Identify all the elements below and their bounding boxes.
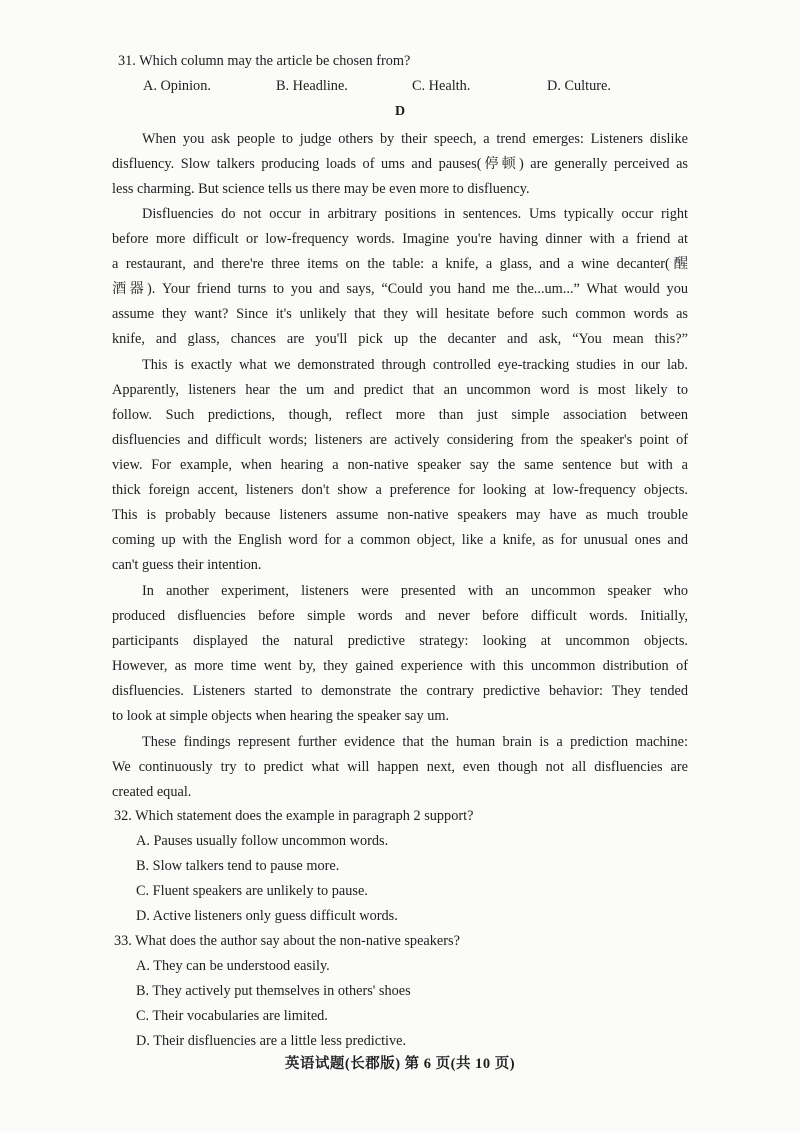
- article-paragraph-5: [112, 730, 688, 805]
- text-line: to look at simple objects when hearing the speaker say um.: [112, 708, 450, 724]
- text-line: We continuously try to predict what will happen next, even though not all disfluencies are: [112, 759, 688, 775]
- q32-option-a: A. Pauses usually follow uncommon words.: [136, 833, 389, 849]
- text-line: thick foreign accent, listeners don't show a preference for looking at low-frequency objects.: [112, 482, 688, 498]
- text-line: Apparently, listeners hear the um and predict that an uncommon word is most likely to: [112, 382, 688, 398]
- text-line: disfluencies and difficult words; listeners are actively considering from the speaker's point of: [112, 432, 688, 448]
- text-line: created equal.: [112, 784, 192, 800]
- text-line: produced disfluencies before simple words and never before difficult words. Initially,: [112, 608, 688, 624]
- text-line: view. For example, when hearing a non-native speaker say the same sentence but with a: [112, 457, 688, 473]
- q33-option-b: B. They actively put themselves in others' shoes: [136, 983, 411, 999]
- text-line: However, as more time went by, they gained experience with this uncommon distribution of: [112, 658, 688, 674]
- q32-option-b: B. Slow talkers tend to pause more.: [136, 858, 340, 874]
- text-line: before more difficult or low-frequency words. Imagine you're having dinner with a friend at: [112, 231, 688, 247]
- text-line: Disfluencies do not occur in arbitrary positions in sentences. Ums typically occur right: [142, 206, 688, 222]
- article-paragraph-3: [112, 353, 688, 578]
- text-line: follow. Such predictions, though, reflect more than just simple association between: [112, 407, 688, 423]
- text-line: less charming. But science tells us there may be even more to disfluency.: [112, 181, 530, 197]
- q31-option-c: C. Health.: [412, 78, 471, 94]
- text-line: This is exactly what we demonstrated through controlled eye-tracking studies in our lab.: [142, 357, 688, 373]
- article-paragraph-1: [112, 127, 688, 202]
- text-line: disfluency. Slow talkers producing loads of ums and pauses(停顿) are generally perceived as: [112, 156, 688, 172]
- text-line: disfluencies. Listeners started to demonstrate the contrary predictive behavior: They tended: [112, 683, 688, 699]
- text-line: In another experiment, listeners were presented with an uncommon speaker who: [142, 583, 688, 599]
- q31-option-d: D. Culture.: [547, 78, 611, 94]
- q31-option-b: B. Headline.: [276, 78, 348, 94]
- q32-option-d: D. Active listeners only guess difficult words.: [136, 908, 398, 924]
- article-paragraph-4: [112, 579, 688, 729]
- q31-stem: 31. Which column may the article be chosen from?: [118, 53, 411, 69]
- text-line: These findings represent further evidence that the human brain is a prediction machine:: [142, 734, 688, 750]
- text-line: a restaurant, and there're three items on the table: a knife, a glass, and a wine decanter(醒: [112, 256, 688, 272]
- q33-stem: 33. What does the author say about the non-native speakers?: [114, 933, 460, 949]
- text-line: can't guess their intention.: [112, 557, 262, 573]
- section-label: D: [394, 104, 406, 119]
- q33-option-c: C. Their vocabularies are limited.: [136, 1008, 328, 1024]
- q33-option-a: A. They can be understood easily.: [136, 958, 330, 974]
- text-line: knife, and glass, chances are you'll pick up the decanter and ask, “You mean this?”: [112, 331, 688, 347]
- text-line: coming up with the English word for a common object, like a knife, as for unusual ones and: [112, 532, 688, 548]
- text-line: assume they want? Since it's unlikely that they will hesitate before such common words as: [112, 306, 688, 322]
- text-line: participants displayed the natural predictive strategy: looking at uncommon objects.: [112, 633, 688, 649]
- q33-option-d: D. Their disfluencies are a little less predictive.: [136, 1033, 407, 1049]
- q31-option-a: A. Opinion.: [143, 78, 211, 94]
- q32-stem: 32. Which statement does the example in paragraph 2 support?: [114, 808, 474, 824]
- q32-option-c: C. Fluent speakers are unlikely to pause.: [136, 883, 368, 899]
- page-footer: 英语试题(长郡版) 第 6 页(共 10 页): [284, 1056, 516, 1072]
- text-line: This is probably because listeners assume non-native speakers may have as much trouble: [112, 507, 688, 523]
- text-line: 酒器). Your friend turns to you and says, “Could you hand me the...um...” What would you: [112, 281, 688, 297]
- text-line: When you ask people to judge others by their speech, a trend emerges: Listeners dislike: [142, 131, 688, 147]
- article-paragraph-2: [112, 202, 688, 352]
